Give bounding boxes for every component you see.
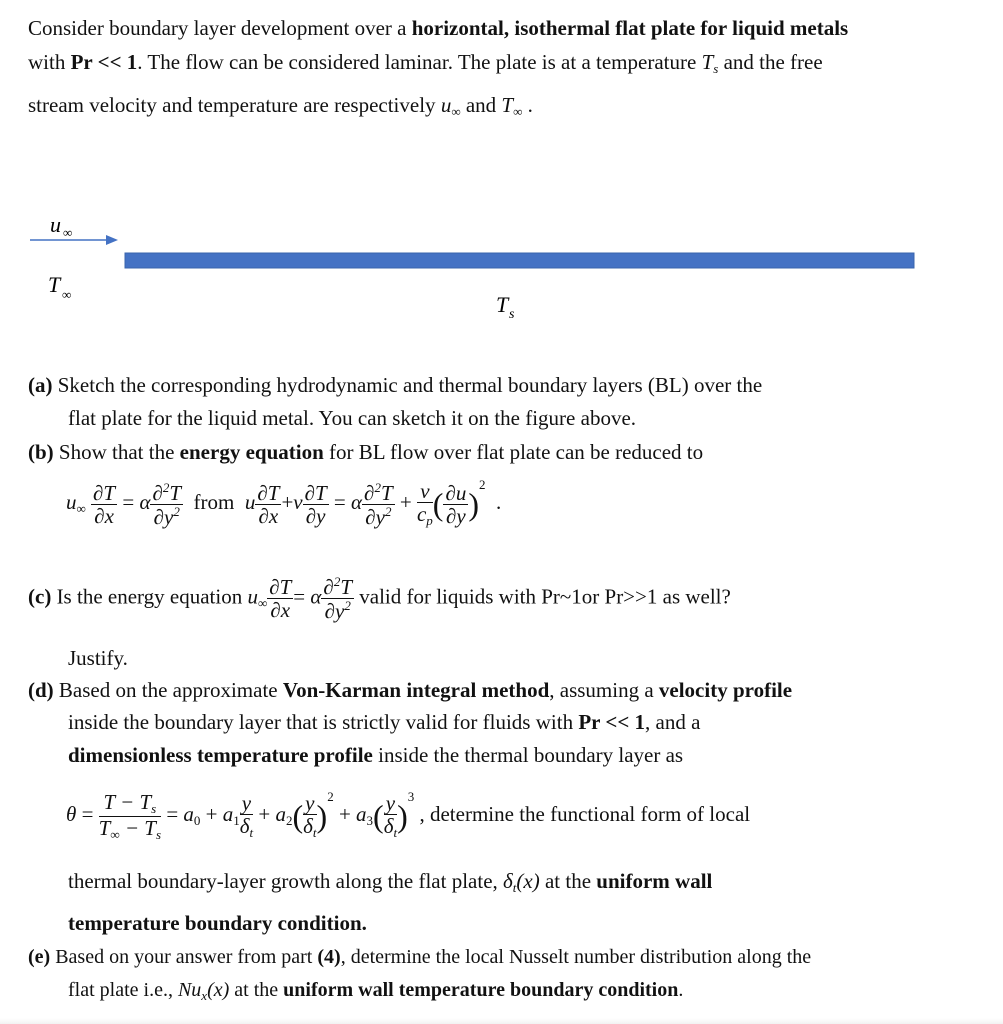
part-d-equation: θ = $\frac{T - T_s}{T_\infty - T_s}$ = $a_0 + a_1$ $\frac{y}{\delta_t}$ + $a_2$( $\frac{y}{\delta_t}$ )$^2 + a_3$( $\frac{y}{\delta_t}$ )$^3$ , determine the functional form of local (66, 789, 751, 842)
part-d-bold: uniform wall (596, 869, 713, 893)
part-d-bold: Von-Karman integral method (282, 678, 550, 702)
part-b-equation: $u_\infty$ $\frac{\partial T}{\partial x}$ = α $\frac{\partial^2T}{\partial y^2}$ from u $\frac{\partial T}{\partial x}$ +v $\frac{\partial T}{\partial y}$ = α $\frac{\partial^2T}{\partial y^2}$ + $\frac{\nu}{c_p}$ ( $\frac{\partial u}{\partial y}$ )$^2$ . (66, 477, 502, 529)
intro-text: stream velocity and temperature are respectively (28, 93, 441, 117)
intro-text: with (28, 50, 71, 74)
symbol-Ts: T (701, 50, 714, 74)
part-e-line-2 (68, 979, 928, 1004)
part-e-text: at the (229, 979, 284, 1001)
part-e-text: Based on your answer from part (55, 946, 318, 968)
symbol-u-inf: u (440, 93, 452, 117)
part-a-label: (a) (28, 373, 53, 397)
fig-Ts-label: T (496, 292, 509, 317)
part-b-text: Show that the (58, 440, 180, 464)
part-c-label: (c) (28, 584, 52, 609)
fig-u-sub: ∞ (63, 225, 73, 240)
intro-bold: horizontal, isothermal flat plate for liquid metals (411, 16, 849, 40)
part-b-bold: energy equation (179, 440, 324, 464)
part-b-label: (b) (28, 440, 54, 464)
symbol-x: (x) (516, 869, 540, 893)
symbol-sub: x (201, 988, 208, 1003)
intro-line-1 (28, 16, 928, 40)
part-d-bold: dimensionless temperature profile (68, 743, 373, 767)
symbol-delta-t: δ (503, 869, 513, 893)
intro-line-3 (28, 93, 928, 120)
part-d-text: inside the boundary layer that is strictly valid for fluids with (68, 710, 579, 734)
part-d-text: , assuming a (549, 678, 659, 702)
part-c-text: Is the energy equation (56, 584, 243, 609)
part-d-label: (d) (28, 678, 54, 702)
intro-line-2 (28, 50, 928, 77)
intro-text: . (522, 93, 533, 117)
fig-Ts-sub: s (509, 307, 515, 322)
part-d-line-3 (68, 743, 928, 767)
part-c-justify: Justify. (68, 646, 128, 670)
part-d-text: , and a (645, 710, 701, 734)
part-b-line-1 (28, 440, 928, 464)
part-d-text: thermal boundary-layer growth along the flat plate, (68, 869, 504, 893)
flow-arrow-head (106, 235, 118, 245)
flat-plate-figure (0, 200, 1003, 360)
symbol-T-inf: T (501, 93, 514, 117)
part-e-bold: uniform wall temperature boundary condition (283, 979, 679, 1001)
part-d-text: , determine the functional form of local (419, 802, 751, 826)
part-a-line-1 (28, 373, 928, 397)
part-c-text: valid for liquids with Pr~1or Pr>>1 as well? (359, 584, 731, 609)
part-e-bold: (4) (317, 946, 341, 968)
intro-text: and the free (718, 50, 823, 74)
part-d-line-1 (28, 678, 928, 702)
from-word: from (193, 490, 235, 514)
symbol-sub: ∞ (451, 104, 461, 119)
part-d-bold: Pr << 1 (578, 710, 646, 734)
intro-text: and (460, 93, 502, 117)
part-d-text: at the (539, 869, 597, 893)
fig-u-label: u (50, 212, 61, 237)
part-a-text: Sketch the corresponding hydrodynamic and thermal boundary layers (BL) over the (57, 373, 763, 397)
part-e-text: , determine the local Nusselt number distribution along the (340, 946, 812, 968)
symbol-sub: t (512, 880, 517, 895)
part-d-bold: velocity profile (658, 678, 793, 702)
intro-text: Consider boundary layer development over a (28, 16, 412, 40)
part-e-line-1 (28, 946, 928, 969)
symbol-sub: s (713, 61, 719, 76)
part-e-text: . (678, 979, 684, 1001)
symbol-Nu: Nu (177, 979, 202, 1001)
part-d-text: inside the thermal boundary layer as (372, 743, 684, 767)
part-e-label: (e) (28, 946, 51, 968)
part-a-line-2 (68, 406, 928, 430)
part-c-line-1: (c) Is the energy equation $u_\infty$ $\frac{\partial T}{\partial x}$ = α $\frac{\partial^2T}{\partial y^2}$ valid for liquids with Pr~1or Pr>>1 as well? (28, 574, 731, 624)
part-d-text: Based on the approximate (58, 678, 283, 702)
flat-plate (125, 253, 914, 268)
intro-text: . The flow can be considered laminar. The plate is at a temperature (137, 50, 702, 74)
symbol-x: (x) (207, 979, 230, 1001)
part-a-text: flat plate for the liquid metal. You can sketch it on the figure above. (68, 406, 637, 430)
part-e-text: flat plate i.e., (68, 979, 178, 1001)
bottom-fade (0, 1018, 1003, 1024)
fig-T-label: T (48, 272, 61, 297)
symbol-sub: ∞ (513, 104, 523, 119)
part-d-line-6 (68, 911, 928, 935)
part-d-bold: temperature boundary condition. (68, 911, 367, 935)
part-b-text: for BL flow over flat plate can be reduced to (323, 440, 704, 464)
fig-T-sub: ∞ (62, 287, 72, 302)
intro-bold: Pr << 1 (70, 50, 138, 74)
part-d-line-2 (68, 710, 928, 734)
part-d-line-5 (68, 869, 928, 896)
part-c-line-2 (68, 646, 928, 670)
